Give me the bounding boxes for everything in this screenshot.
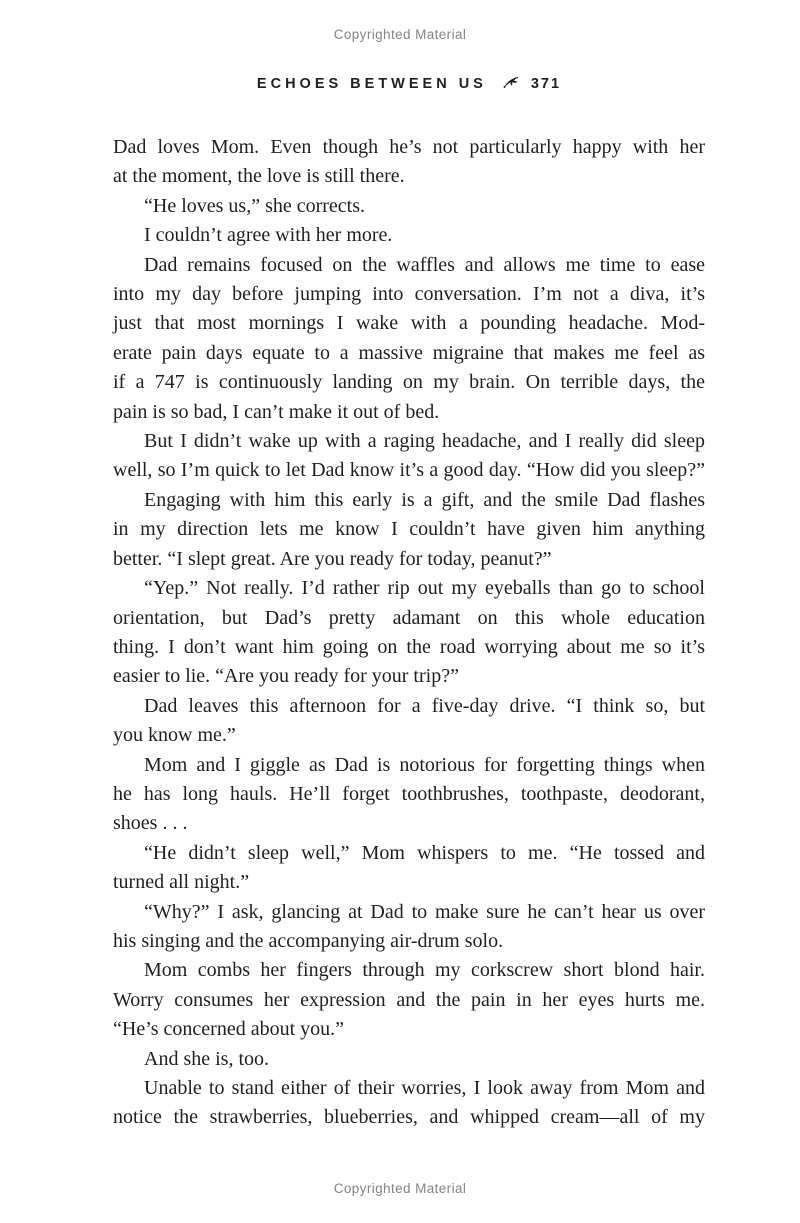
text-line: he has long hauls. He’ll forget toothbrushes, toothpaste, deodorant, bbox=[113, 782, 705, 805]
text-line: “Why?” I ask, glancing at Dad to make sure he can’t hear us over bbox=[144, 900, 705, 923]
hedera-leaf-ornament-icon bbox=[503, 76, 519, 92]
text-line: you know me.” bbox=[113, 724, 236, 747]
text-line: “He’s concerned about you.” bbox=[113, 1018, 345, 1041]
copyright-notice-top: Copyrighted Material bbox=[333, 27, 467, 42]
text-line: I couldn’t agree with her more. bbox=[144, 224, 393, 247]
text-line: “He didn’t sleep well,” Mom whispers to me. “He tossed and bbox=[144, 841, 705, 864]
text-line: orientation, but Dad’s pretty adamant on this whole education bbox=[113, 606, 705, 629]
text-line: his singing and the accompanying air-drum solo. bbox=[113, 929, 504, 952]
text-line: thing. I don’t want him going on the road worrying about me so it’s bbox=[113, 635, 705, 658]
text-line: pain is so bad, I can’t make it out of bed. bbox=[113, 400, 440, 423]
text-line: into my day before jumping into conversation. I’m not a diva, it’s bbox=[113, 283, 705, 306]
text-line: shoes . . . bbox=[113, 812, 188, 835]
text-block bbox=[113, 133, 705, 1133]
text-line: Mom combs her fingers through my corkscrew short blond hair. bbox=[144, 959, 705, 982]
text-line: Dad leaves this afternoon for a five-day drive. “I think so, but bbox=[144, 694, 705, 717]
text-line: easier to lie. “Are you ready for your trip?” bbox=[113, 665, 459, 688]
text-line: “He loves us,” she corrects. bbox=[144, 194, 366, 217]
running-header bbox=[113, 76, 705, 92]
book-title: ECHOES BETWEEN US bbox=[256, 76, 487, 92]
text-line: in my direction lets me know I couldn’t have given him anything bbox=[113, 518, 705, 541]
text-line: erate pain days equate to a massive migraine that makes me feel as bbox=[113, 341, 705, 364]
text-line: Unable to stand either of their worries, I look away from Mom and bbox=[144, 1077, 705, 1099]
text-line: Dad remains focused on the waffles and allows me time to ease bbox=[144, 253, 705, 276]
text-line: Dad loves Mom. Even though he’s not particularly happy with her bbox=[113, 136, 705, 158]
text-line: turned all night.” bbox=[113, 871, 250, 894]
text-line: notice the strawberries, blueberries, and whipped cream—all of my bbox=[113, 1106, 705, 1129]
text-line: Mom and I giggle as Dad is notorious for forgetting things when bbox=[144, 753, 705, 776]
text-line: just that most mornings I wake with a pounding headache. Mod- bbox=[113, 312, 705, 335]
text-line: well, so I’m quick to let Dad know it’s a good day. “How did you sleep?” bbox=[113, 459, 705, 482]
text-line: at the moment, the love is still there. bbox=[113, 165, 405, 188]
text-line: And she is, too. bbox=[144, 1047, 269, 1070]
text-line: Worry consumes her expression and the pain in her eyes hurts me. bbox=[113, 988, 706, 1011]
text-line: better. “I slept great. Are you ready for today, peanut?” bbox=[113, 547, 552, 570]
text-line: if a 747 is continuously landing on my brain. On terrible days, the bbox=[113, 371, 705, 394]
copyright-notice-bottom: Copyrighted Material bbox=[333, 1181, 467, 1196]
text-line: Engaging with him this early is a gift, and the smile Dad flashes bbox=[144, 488, 705, 511]
text-line: But I didn’t wake up with a raging headache, and I really did sleep bbox=[144, 430, 705, 453]
page-number: 371 bbox=[530, 76, 562, 92]
text-line: “Yep.” Not really. I’d rather rip out my eyeballs than go to school bbox=[144, 577, 705, 600]
